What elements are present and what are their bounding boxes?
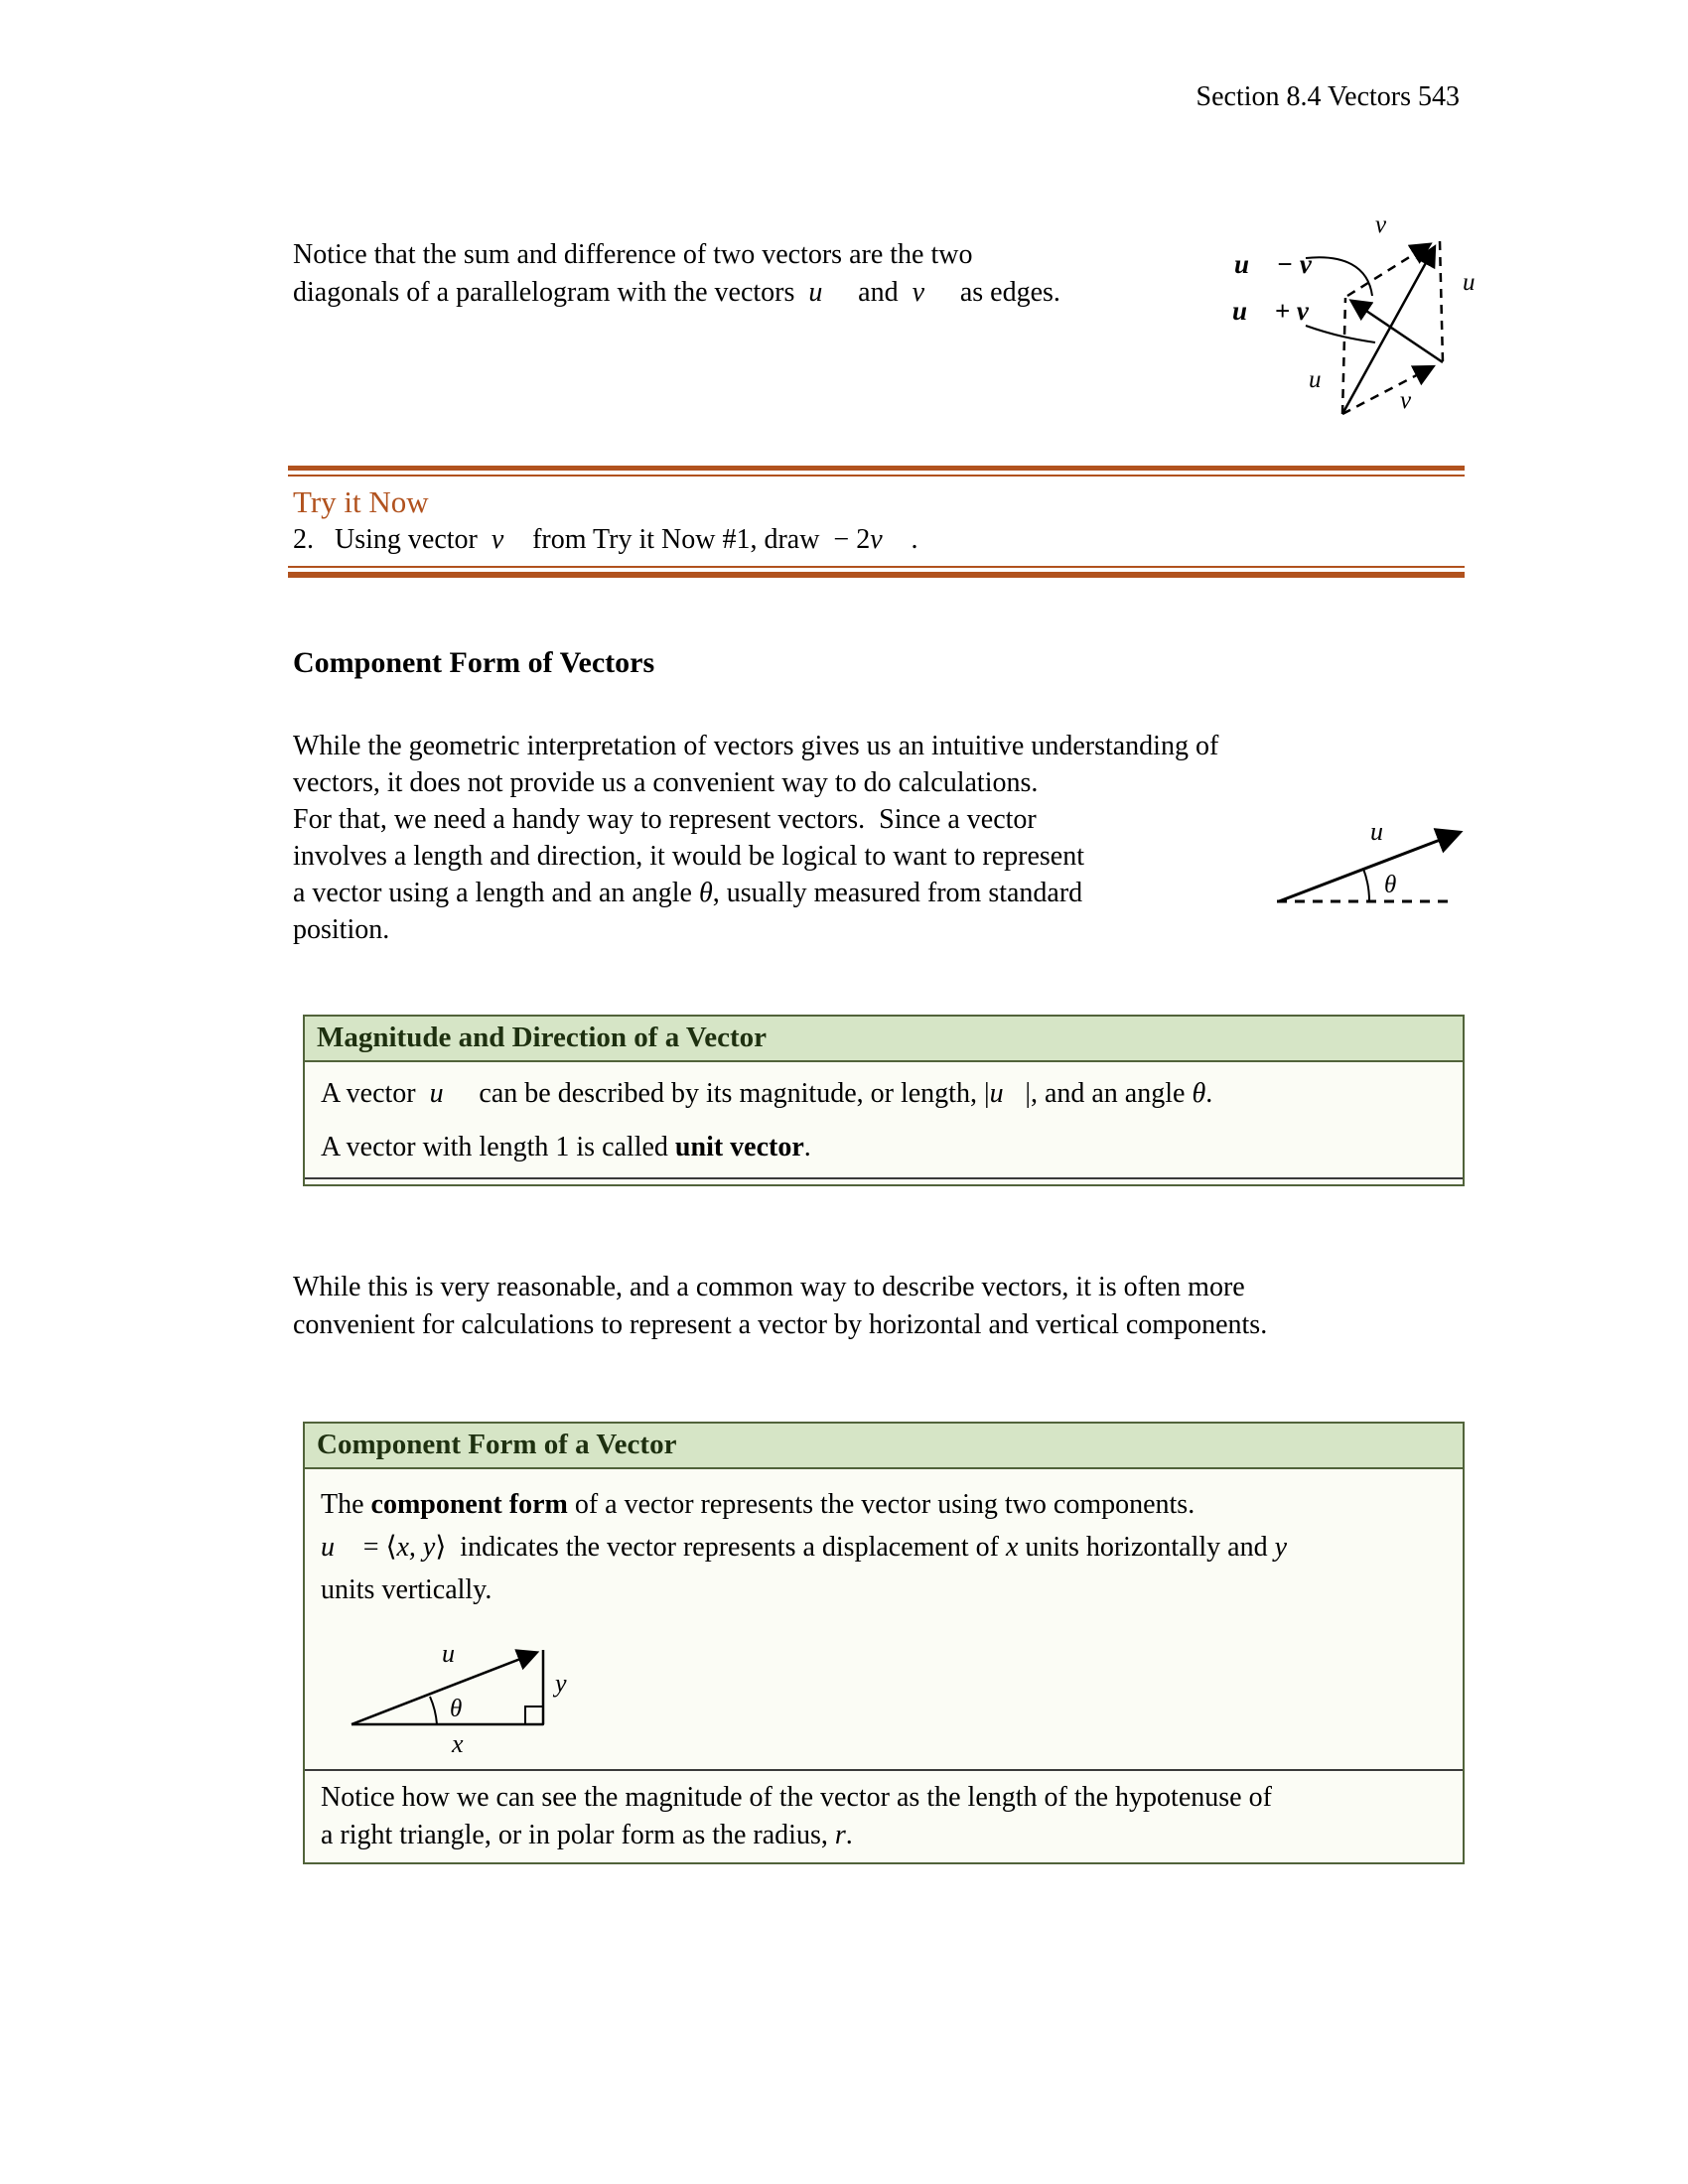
notice-paragraph [321,1771,1447,1862]
text-line: The component form of a vector represents the vector using two components. [321,1489,1196,1520]
label-theta: θ [450,1696,463,1722]
leader-u-plus-v [1306,326,1375,342]
orange-rule-thin [288,566,1465,568]
row-divider [305,1177,1463,1179]
theta-arc [430,1697,437,1724]
orange-rule-thick [288,466,1465,471]
text-line: While this is very reasonable, and a common way to describe vectors, it is often more [293,1272,1245,1302]
triangle-diagram [335,1620,603,1759]
text-line: A vector u⃗ can be described by its magnitude, or length, |u⃗|, and an angle θ. [321,1078,1213,1109]
label-u-minus-v: u⃗ − v⃗ [1234,249,1333,279]
edge-u-right [1440,241,1443,362]
intro-paragraph [293,236,1060,312]
text-line: diagonals of a parallelogram with the vectors u⃗ and v⃗ as edges. [293,277,1060,308]
parallelogram-diagram [1177,147,1494,445]
text-line: convenient for calculations to represent a vector by horizontal and vertical components. [293,1309,1268,1340]
theta-arc [1363,869,1369,901]
vector-u-arrow [1279,834,1456,901]
box-title: Component Form of a Vector [305,1424,1463,1469]
orange-rule-thick [288,572,1465,578]
component-form-box [303,1422,1465,1864]
text-line: For that, we need a handy way to represent vectors. Since a vector [293,804,1037,835]
reasonable-paragraph [293,1269,1267,1344]
label-x: x [452,1729,464,1758]
magnitude-direction-box [303,1015,1465,1186]
try-it-now-box [288,466,1465,578]
label-u-left: u⃗ [1309,366,1340,393]
text-line: While the geometric interpretation of vectors gives us an intuitive understanding of [293,731,1219,761]
orange-rule-thin [288,475,1465,477]
page-header: Section 8.4 Vectors 543 [1196,81,1460,112]
label-u: u⃗ [1370,817,1404,846]
label-u-plus-v: u⃗ + v⃗ [1232,296,1330,326]
text-line: Notice that the sum and difference of two vectors are the two [293,239,973,270]
label-u-right: u⃗ [1463,269,1494,296]
text-line: involves a length and direction, it would be logical to want to represent [293,841,1085,872]
try-it-now-item: 2. Using vector v⃗ from Try it Now #1, draw − 2v⃗ . [293,524,918,555]
box-title: Magnitude and Direction of a Vector [305,1017,1463,1062]
text-line: u⃗ = ⟨x, y⟩ indicates the vector represents a displacement of x units horizontally and y [321,1532,1288,1563]
edge-u-left [1342,298,1345,414]
text-line: units vertically. [321,1574,492,1605]
right-angle-marker [525,1706,543,1724]
label-v-top: v⃗ [1375,211,1406,238]
text-line: a right triangle, or in polar form as the radius, r. [321,1820,853,1850]
geometric-paragraph [293,728,1218,948]
text-line: A vector with length 1 is called unit vector. [321,1132,811,1162]
box-body [305,1469,1463,1862]
label-y: y [555,1669,567,1698]
text-line: position. [293,914,390,945]
text-line: Notice how we can see the magnitude of the vector as the length of the hypotenuse of [321,1782,1272,1813]
box-body [305,1062,1463,1184]
label-theta: θ [1384,872,1397,898]
angle-diagram [1259,790,1487,914]
try-it-now-title: Try it Now [293,484,429,519]
text-line: a vector using a length and an angle θ, usually measured from standard [293,878,1083,908]
label-v-bottom: v⃗ [1400,387,1431,414]
text-line: vectors, it does not provide us a convenient way to do calculations. [293,767,1039,798]
label-u: u⃗ [442,1639,476,1668]
section-subheading: Component Form of Vectors [293,646,655,679]
